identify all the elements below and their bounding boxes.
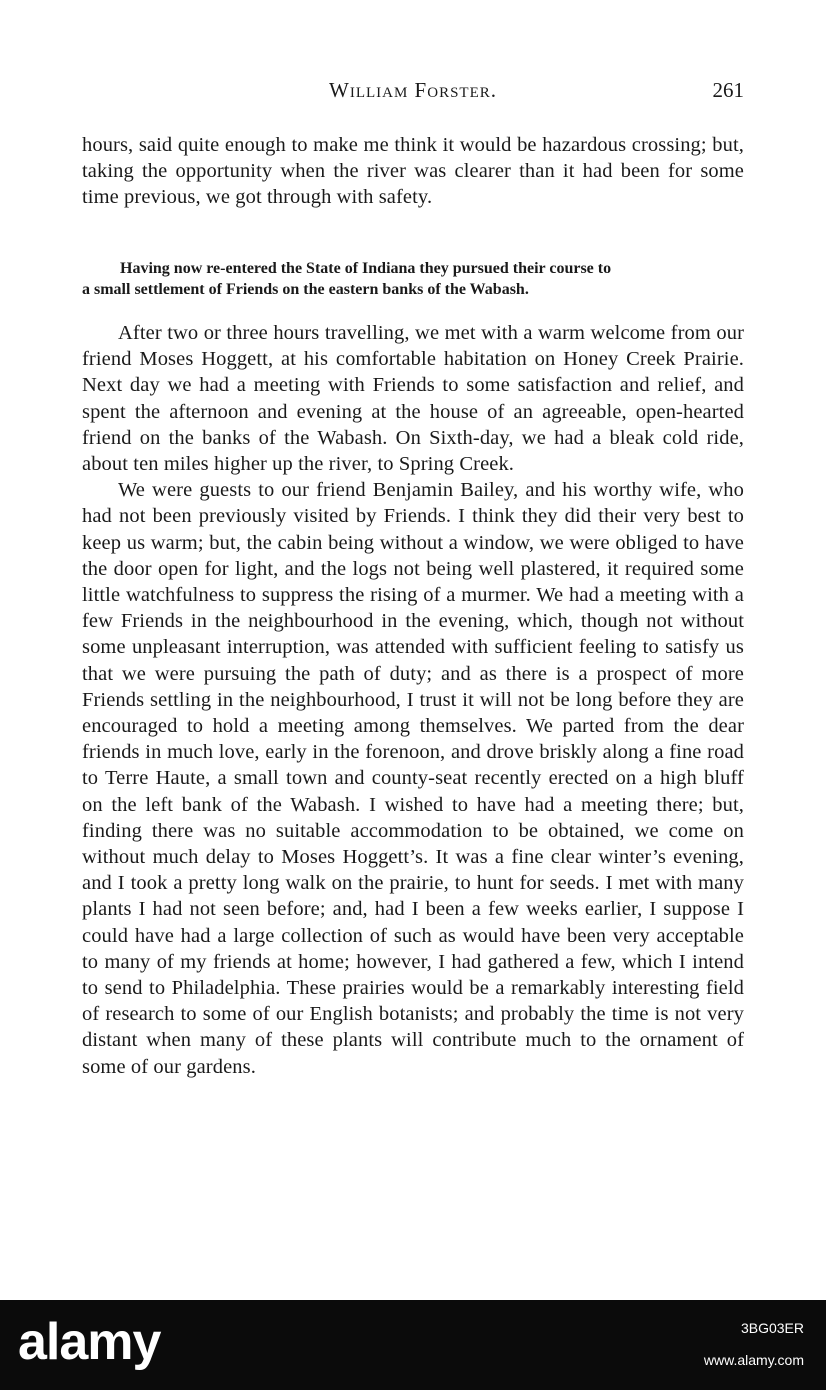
running-title: William Forster. xyxy=(329,78,497,102)
opening-paragraph: hours, said quite enough to make me think it would be hazardous crossing; but, taking the opportunity when the river was clearer than it had been for some time previous, we got through with safety. xyxy=(82,134,744,209)
editorial-note-line: a small settlement of Friends on the eastern banks of the Wabash. xyxy=(82,281,529,298)
paragraph: We were guests to our friend Benjamin Bailey, and his worthy wife, who had not been previously visited by Friends. I think they did their very best to keep us warm; but, the cabin being without a window, we were obliged to have the door open for light, and the logs not being well plastered, it required some little watchfulness to suppress the rising of a murmer. We had a meeting with a few Friends in the neighbourhood in the evening, which, though not without some unpleasant interruption, was attended with sufficient feeling to satisfy us that we were pursuing the path of duty; and as there is a prospect of more Friends settling in the neighbourhood, I trust it will not be long before they are encouraged to hold a meeting among themselves. We parted from the dear friends in much love, early in the forenoon, and drove briskly along a fine road to Terre Haute, a small town and county-seat recently erected on a high bluff on the left bank of the Wabash. I wished to have had a meeting there; but, finding there was no suitable accommodation to be obtained, we come on without much delay to Moses Hoggett’s. It was a fine clear winter’s evening, and I took a pretty long walk on the prairie, to hunt for seeds. I met with many plants I had not seen before; and, had I been a few weeks earlier, I suppose I could have had a large collection of such as would have been very acceptable to many of my friends at home; however, I had gathered a few, which I intend to send to Philadelphia. These prairies would be a remarkably interesting field of research to some of our English botanists; and probably the time is not very distant when many of these plants will contribute much to the ornament of some of our gardens. xyxy=(82,479,744,1078)
main-text xyxy=(82,320,744,1080)
watermark-bar xyxy=(0,1300,826,1390)
page-number: 261 xyxy=(712,78,744,102)
editorial-note xyxy=(82,258,744,300)
watermark-logo: alamy xyxy=(18,1313,161,1371)
paragraph: After two or three hours travelling, we met with a warm welcome from our friend Moses Hoggett, at his comfortable habitation on Honey Creek Prairie. Next day we had a meeting with Friends to some satisfaction and relief, and spent the afternoon and evening at the house of an agreeable, open-hearted friend on the banks of the Wabash. On Sixth-day, we had a bleak cold ride, about ten miles higher up the river, to Spring Creek. xyxy=(82,322,744,476)
watermark-image-id: 3BG03ER xyxy=(740,1320,804,1336)
watermark-url: www.alamy.com xyxy=(703,1352,804,1368)
editorial-note-line: Having now re-entered the State of Indiana they pursued their course to xyxy=(120,260,612,277)
running-head xyxy=(82,78,744,108)
